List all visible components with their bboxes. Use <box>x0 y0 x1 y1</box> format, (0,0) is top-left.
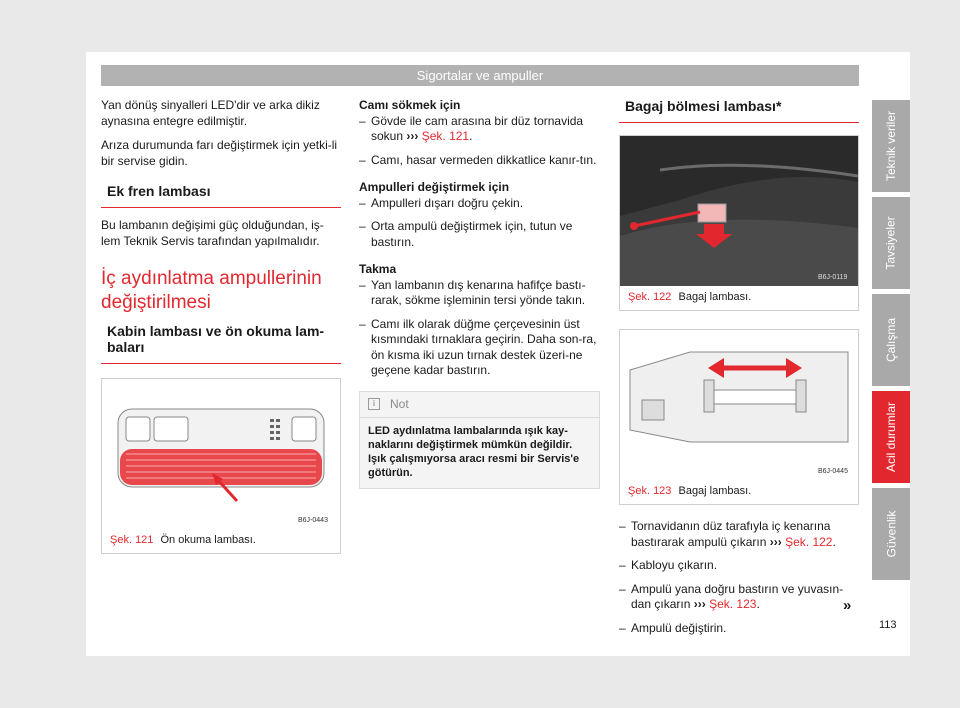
figure-link[interactable]: Şek. 122 <box>785 534 833 549</box>
chapter-header: Sigortalar ve ampuller <box>101 65 859 86</box>
section-heading-trunk-light: Bagaj bölmesi lambası* <box>619 98 859 123</box>
figure-121 <box>101 378 341 554</box>
figure-caption-text: Ön okuma lambası. <box>160 534 256 546</box>
figure-link[interactable]: Şek. 123 <box>709 597 757 611</box>
list-item: – Kabloyu çıkarın. <box>619 558 859 574</box>
figure-caption <box>102 529 340 553</box>
list-item: – Orta ampulü değiştirmek için, tutun ve bastırın. <box>359 219 600 250</box>
cross-ref-arrows: ››› <box>769 534 782 549</box>
chapter-heading: İç aydınlatma ampullerinin değiştirilmesi <box>101 268 322 313</box>
step-suffix: . <box>832 534 836 549</box>
figure-label: Şek. 122 <box>628 291 672 303</box>
list-item: – Ampulleri dışarı doğru çekin. <box>359 196 600 212</box>
figure-caption-text: Bagaj lambası. <box>678 485 752 497</box>
trunk-lamp-removal-illustration <box>620 136 858 286</box>
tab-teknik-veriler[interactable] <box>872 100 910 192</box>
tab-guvenlik[interactable] <box>872 488 910 580</box>
column-right <box>619 98 859 644</box>
figure-label: Şek. 121 <box>110 534 154 546</box>
column-middle <box>359 98 600 489</box>
paragraph: Bu lambanın değişimi güç olduğundan, iş-lem Teknik Servis tarafından yapılmalıdır. <box>101 218 324 248</box>
tab-label: Tavsiyeler <box>884 216 899 270</box>
note-text: LED aydınlatma lambalarında ışık kay-naklarını değiştirmek mümkün değildir. Işık çalışmıyorsa aracı resmi bir Servis'e götürün. <box>368 425 580 479</box>
note-header <box>360 392 599 419</box>
list-item <box>619 582 859 613</box>
reading-lamp-illustration <box>102 379 340 529</box>
list-item <box>619 519 859 550</box>
tab-label: Acil durumlar <box>884 401 898 473</box>
tab-label: Güvenlik <box>884 510 898 558</box>
tab-label: Çalışma <box>884 317 899 363</box>
figure-code: B6J-0119 <box>818 274 848 281</box>
trunk-lamp-bulb-illustration <box>620 330 858 480</box>
paragraph: Yan dönüş sinyalleri LED'dir ve arka dikiz aynasına entegre edilmiştir. <box>101 98 320 128</box>
tab-label: Teknik veriler <box>884 110 898 182</box>
column-left <box>101 98 341 554</box>
figure-caption <box>620 286 858 310</box>
cross-ref-arrows: ››› <box>406 129 419 143</box>
figure-link[interactable]: Şek. 121 <box>421 129 470 143</box>
tab-acil-durumlar[interactable] <box>872 391 910 483</box>
step-text: Ampulü yana doğru bastırın ve yuvasın-dan çıkarın <box>631 581 844 611</box>
tab-tavsiyeler[interactable] <box>872 197 910 289</box>
list-item: – Camı ilk olarak düğme çerçevesinin üst kısmındaki tırnaklara geçirin. Daha son-ra, ön kısma iki uzun tırnak destek üzeri-ne geçene kadar bastırın. <box>359 317 600 379</box>
note-title: Not <box>390 396 409 411</box>
step-suffix: . <box>756 597 760 611</box>
cross-ref-arrows: ››› <box>693 597 706 611</box>
step-suffix: . <box>469 129 473 143</box>
figure-122 <box>619 135 859 311</box>
subheading-replace-bulbs: Ampulleri değiştirmek için <box>359 180 510 194</box>
tab-calisma[interactable] <box>872 294 910 386</box>
list-item <box>359 114 600 145</box>
continue-marker: » <box>843 597 852 614</box>
steps-list <box>619 519 859 636</box>
list-item: – Yan lambanın dış kenarına hafifçe bastı-rarak, sökme işleminin tersi yönde takın. <box>359 278 600 309</box>
subheading-remove-glass: Camı sökmek için <box>359 98 461 112</box>
figure-code: B6J-0443 <box>298 517 328 524</box>
figure-caption <box>620 480 858 504</box>
subheading-fitting: Takma <box>359 262 397 276</box>
section-heading-cabin-light: Kabin lambası ve ön okuma lam-baları <box>101 323 341 364</box>
figure-123 <box>619 329 859 505</box>
section-heading-brake-light: Ek fren lambası <box>101 183 341 208</box>
list-item: – Camı, hasar vermeden dikkatlice kanır-tın. <box>359 153 600 169</box>
list-item: – Ampulü değiştirin. <box>619 621 859 637</box>
figure-label: Şek. 123 <box>628 485 672 497</box>
page-number: 113 <box>879 619 897 631</box>
step-text: Gövde ile cam arasına bir düz tornavida sokun <box>371 113 584 143</box>
step-text: Tornavidanın düz tarafıyla iç kenarına bastırarak ampulü çıkarın <box>631 519 831 549</box>
paragraph: Arıza durumunda farı değiştirmek için yetki-li bir servise gidin. <box>101 138 338 168</box>
note-box <box>359 391 600 490</box>
figure-code: B6J-0445 <box>818 468 848 475</box>
info-icon: i <box>368 398 380 410</box>
figure-caption-text: Bagaj lambası. <box>678 291 752 303</box>
